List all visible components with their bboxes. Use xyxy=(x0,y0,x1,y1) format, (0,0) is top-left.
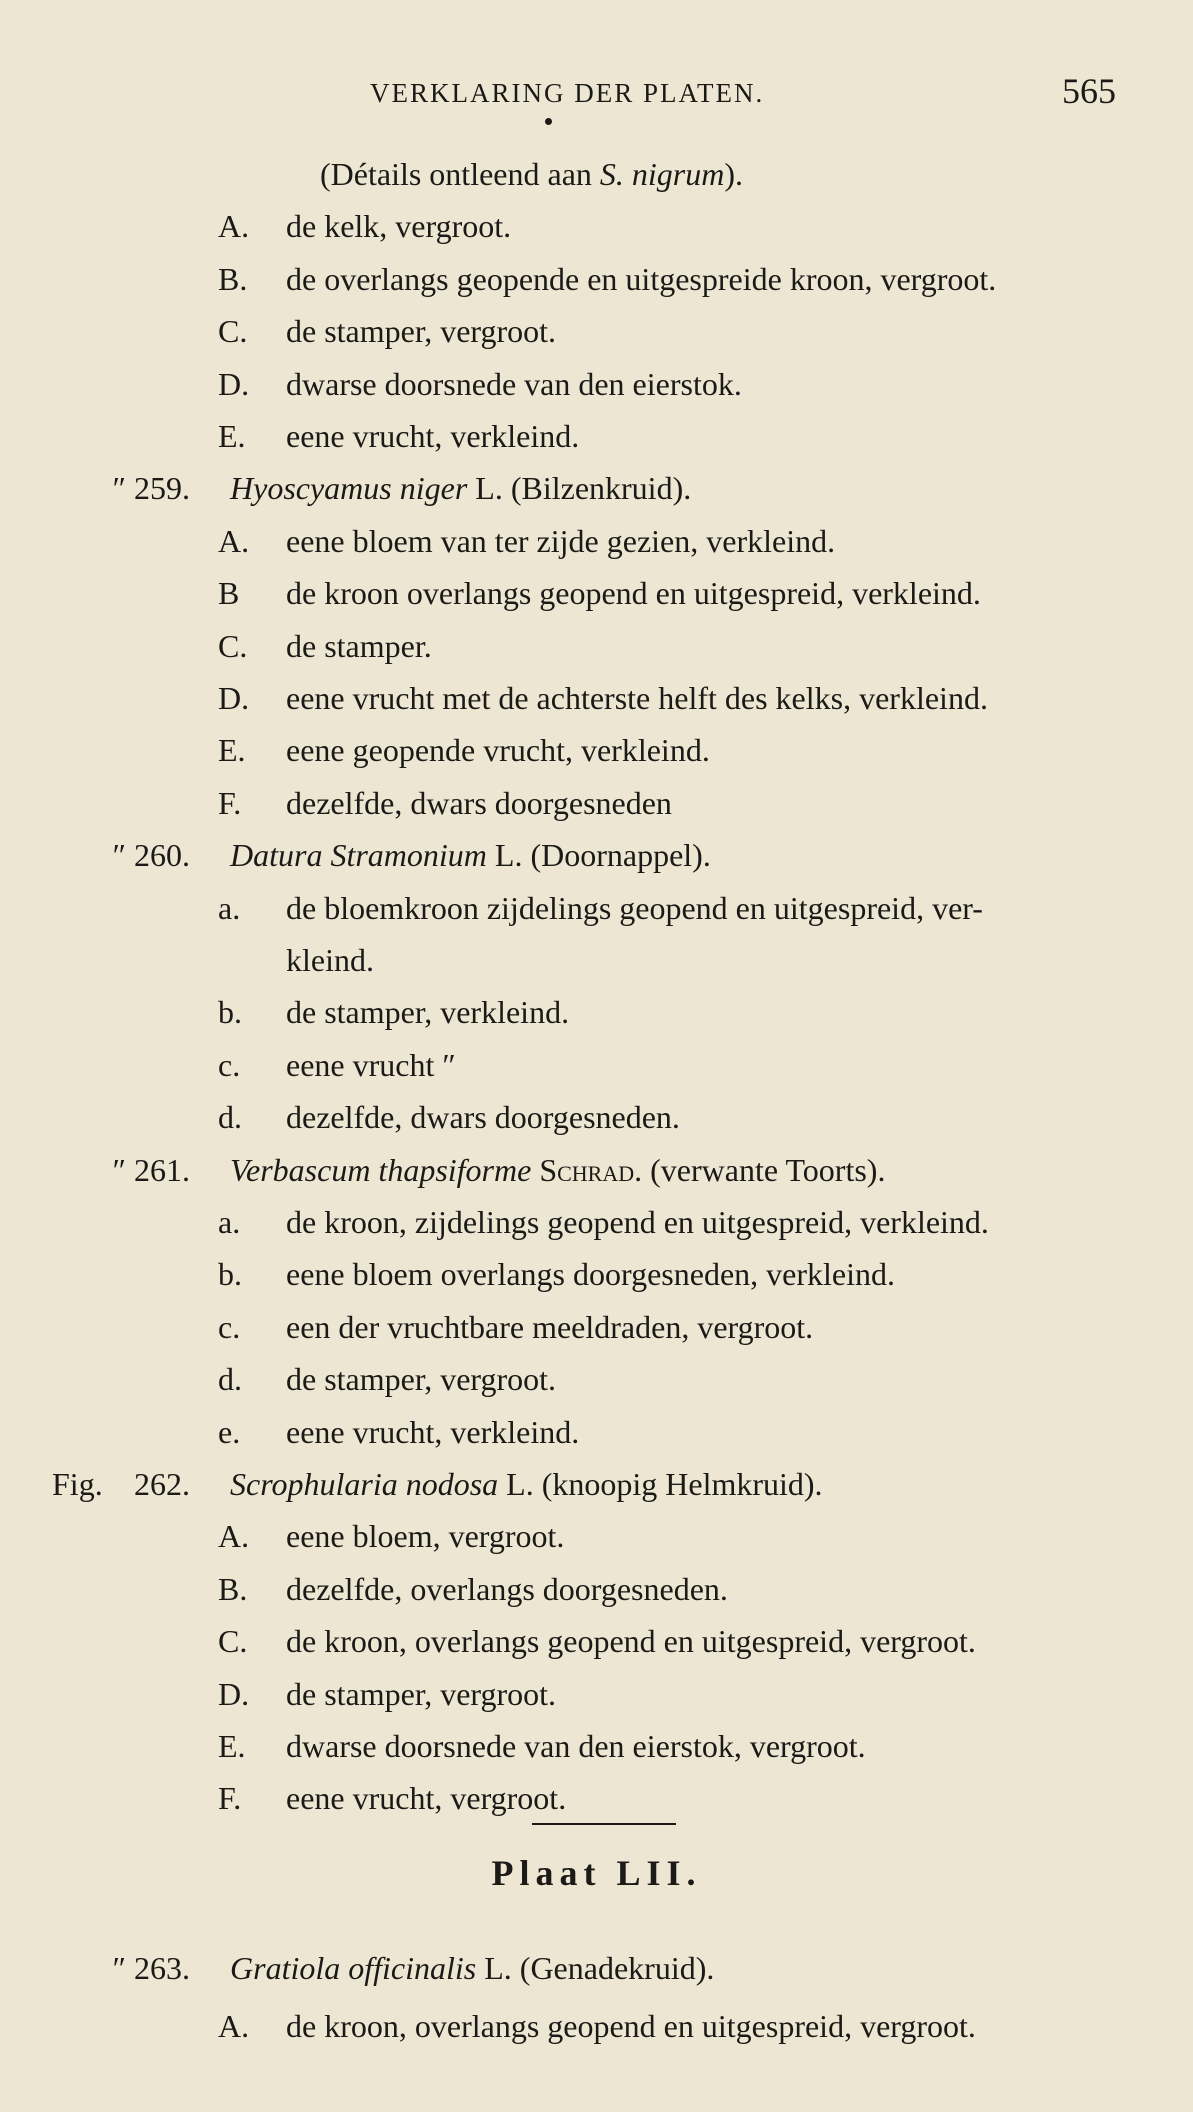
item-text: eene vrucht, vergroot. xyxy=(286,1780,567,1817)
item-letter: B xyxy=(218,575,240,612)
item-text: de stamper. xyxy=(286,627,432,664)
item-letter: B. xyxy=(218,260,248,297)
figure-number: 262. xyxy=(134,1466,190,1502)
figure-mark: ″ xyxy=(112,837,126,874)
item-text: dezelfde, dwars doorgesneden. xyxy=(286,1099,680,1136)
item-letter: F. xyxy=(218,784,242,821)
item-text: eene bloem van ter zijde gezien, verkleind. xyxy=(286,522,836,559)
ink-dot xyxy=(545,118,552,125)
item-letter: F. xyxy=(218,1780,242,1817)
species-name: Verbascum thapsiforme xyxy=(230,1151,532,1188)
item-text: eene geopende vrucht, verkleind. xyxy=(286,732,710,769)
species-name: Hyoscyamus niger xyxy=(230,470,468,507)
item-text: eene vrucht ″ xyxy=(286,1046,456,1083)
item-text: de kroon, overlangs geopend en uitgespreid, vergroot. xyxy=(286,1623,976,1660)
figure-title xyxy=(230,829,711,881)
running-title: VERKLARING DER PLATEN. xyxy=(370,78,765,108)
item-letter: e. xyxy=(218,1413,241,1450)
item-letter: A. xyxy=(218,522,250,559)
species-name: Datura Stramonium xyxy=(230,837,487,874)
figure-title xyxy=(230,1942,714,1994)
item-text: eene bloem overlangs doorgesneden, verkleind. xyxy=(286,1256,895,1293)
plate-title: Plaat LII. xyxy=(491,1853,702,1893)
item-text: de stamper, vergroot. xyxy=(286,1361,557,1398)
figure-title xyxy=(230,1458,823,1510)
item-letter: A. xyxy=(218,2008,250,2044)
item-text: dezelfde, dwars doorgesneden xyxy=(286,784,672,821)
figure-number: 259. xyxy=(134,470,190,507)
item-letter: D. xyxy=(218,680,250,716)
item-text: kleind. xyxy=(286,942,374,978)
author-name: Schrad. xyxy=(531,1151,643,1188)
item-letter: E. xyxy=(218,1728,246,1764)
item-text: de overlangs geopende en uitgespreide kroon, vergroot. xyxy=(286,260,997,297)
figure-mark: ″ xyxy=(112,470,126,507)
item-text: dwarse doorsnede van den eierstok, vergroot. xyxy=(286,1728,866,1764)
item-letter: A. xyxy=(218,208,250,245)
figure-number: 261. xyxy=(134,1151,190,1188)
item-letter: C. xyxy=(218,1623,248,1660)
figure-mark: ″ xyxy=(112,1151,126,1188)
item-text: eene vrucht, verkleind. xyxy=(286,418,580,454)
species-name: Scrophularia nodosa xyxy=(230,1466,499,1502)
detail-suffix: ). xyxy=(724,156,743,192)
item-letter: c. xyxy=(218,1308,241,1345)
item-letter: b. xyxy=(218,994,242,1031)
figure-number: 263. xyxy=(134,1950,190,1986)
item-text: eene vrucht, verkleind. xyxy=(286,1413,580,1450)
item-letter: C. xyxy=(218,313,248,350)
item-text: een der vruchtbare meeldraden, vergroot. xyxy=(286,1308,814,1345)
item-text: dwarse doorsnede van den eierstok. xyxy=(286,365,742,402)
detail-prefix: (Détails ontleend aan xyxy=(320,156,600,192)
item-text: de stamper, vergroot. xyxy=(286,1675,557,1712)
item-letter: c. xyxy=(218,1046,241,1083)
page-number: 565 xyxy=(1062,71,1116,111)
item-letter: a. xyxy=(218,1204,241,1240)
figure-common-name: L. (Bilzenkruid). xyxy=(467,470,692,507)
figure-common-name: L. (knoopig Helmkruid). xyxy=(498,1466,823,1502)
detail-text xyxy=(320,148,743,200)
item-letter: C. xyxy=(218,627,248,664)
item-letter: b. xyxy=(218,1256,242,1293)
figure-common-name: L. (Doornappel). xyxy=(486,837,711,874)
item-letter: d. xyxy=(218,1361,242,1398)
item-letter: E. xyxy=(218,418,246,454)
figure-common-name: (verwante Toorts). xyxy=(642,1151,886,1188)
item-text: de stamper, verkleind. xyxy=(286,994,570,1031)
page-header xyxy=(0,68,1193,118)
item-letter: a. xyxy=(218,889,241,926)
item-text: de stamper, vergroot. xyxy=(286,313,557,350)
section-rule xyxy=(532,1823,676,1825)
item-letter: D. xyxy=(218,365,250,402)
item-letter: A. xyxy=(218,1518,250,1555)
item-text: de kelk, vergroot. xyxy=(286,208,512,245)
item-text: de bloemkroon zijdelings geopend en uitgespreid, ver- xyxy=(286,889,983,926)
species-name: S. nigrum xyxy=(599,156,725,192)
item-letter: B. xyxy=(218,1570,248,1607)
item-text: de kroon, zijdelings geopend en uitgespreid, verkleind. xyxy=(286,1204,989,1240)
item-letter: E. xyxy=(218,732,246,769)
item-text: eene bloem, vergroot. xyxy=(286,1518,565,1555)
figure-common-name: L. (Genadekruid). xyxy=(476,1950,715,1986)
figure-number: 260. xyxy=(134,837,190,874)
species-name: Gratiola officinalis xyxy=(230,1950,477,1986)
figure-title xyxy=(230,1144,885,1196)
item-letter: d. xyxy=(218,1099,242,1136)
figure-mark: ″ xyxy=(112,1950,126,1986)
item-text: de kroon, overlangs geopend en uitgespreid, vergroot. xyxy=(286,2008,976,2044)
item-text: de kroon overlangs geopend en uitgespreid, verkleind. xyxy=(286,575,981,612)
figure-mark: Fig. xyxy=(52,1466,103,1502)
figure-title xyxy=(230,462,691,514)
item-text: eene vrucht met de achterste helft des kelks, verkleind. xyxy=(286,680,988,716)
item-text: dezelfde, overlangs doorgesneden. xyxy=(286,1570,728,1607)
item-letter: D. xyxy=(218,1675,250,1712)
